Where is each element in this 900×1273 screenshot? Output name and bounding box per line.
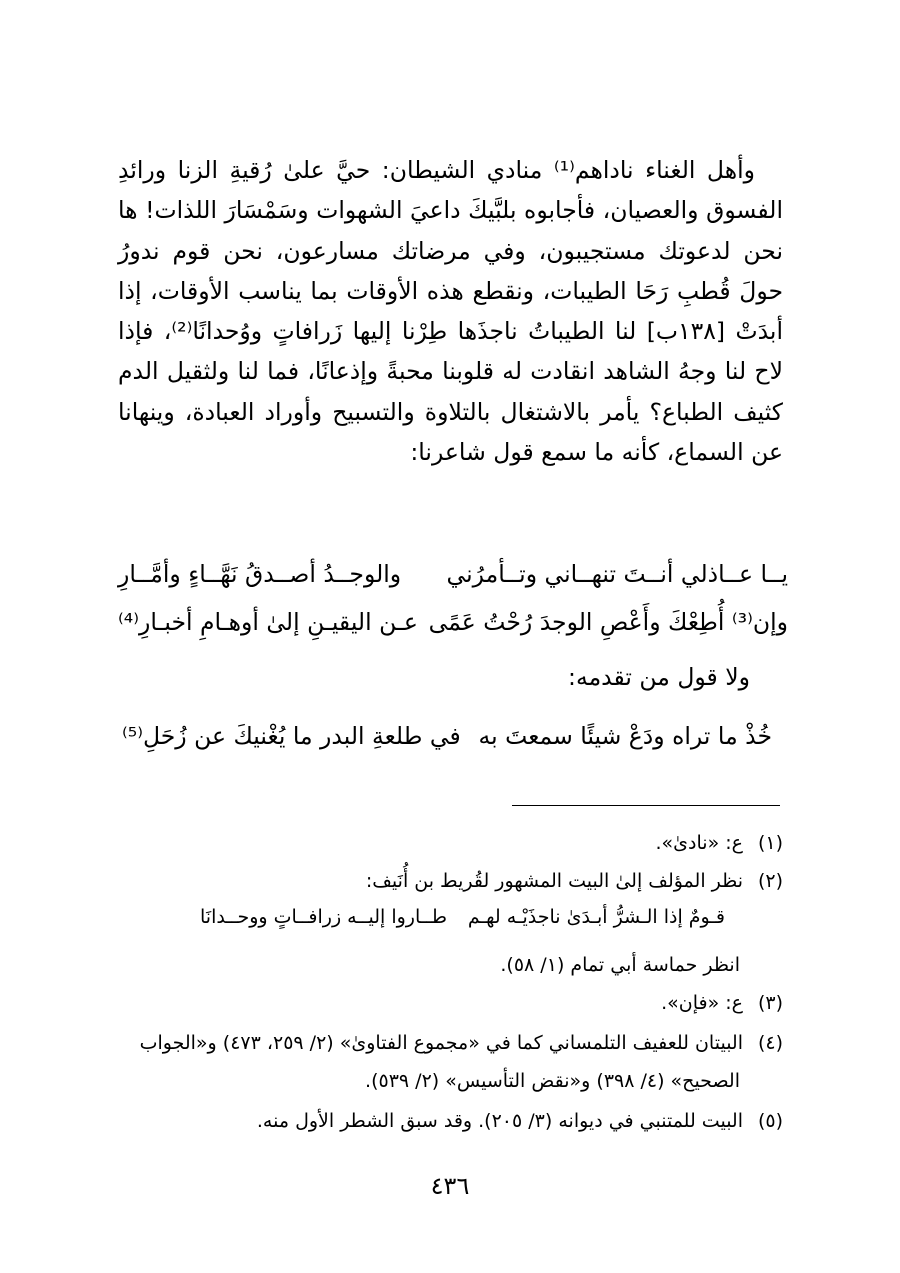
footnote-number: (٢)	[757, 870, 783, 892]
footnote-text: البيتان للعفيف التلمساني كما في «مجموع الفتاوىٰ» (٢/ ٢٥٩، ٤٧٣) و«الجواب	[139, 1032, 743, 1054]
footnote-text: ع: «فإن».	[661, 992, 743, 1014]
footnote-4-continuation: الصحيح» (٤/ ٣٩٨) و«نقض التأسيس» (٢/ ٥٣٩).	[365, 1070, 740, 1092]
footnote-2-reference: انظر حماسة أبي تمام (١/ ٥٨).	[500, 954, 740, 976]
verse-3-first-hemistich: خُذْ ما تراه ودَعْ شيئًا سمعتَ به	[478, 722, 772, 750]
verse-1-second-hemistich: والوجــدُ أصــدقُ نَهَّــاءٍ وأمَّــارِ	[118, 560, 402, 588]
footnote-separator	[512, 805, 780, 806]
verse-2-second-hemistich: عـن اليقيـنِ إلىٰ أوهـامِ أخبـارِ⁽⁴⁾	[118, 608, 418, 636]
verse-3-second-hemistich: في طلعةِ البدر ما يُغْنيكَ عن زُحَلِ⁽⁵⁾	[122, 722, 461, 750]
footnote-number: (٥)	[757, 1110, 783, 1132]
footnote-2	[118, 866, 783, 896]
page-number: ٤٣٦	[430, 1172, 470, 1200]
body-paragraph: وأهل الغناء ناداهم⁽¹⁾ منادي الشيطان: حيَّ علىٰ رُقيةِ الزنا ورائدِ الفسوق والعصيان، فأجابوه بلبَّيكَ داعيَ الشهوات وسَمْسَارَ اللذات! ها نحن لدعوتك مستجيبون، وفي مرضاتك مسارعون، نحن قوم ندورُ حولَ قُطبِ رَحَا الطيبات، ونقطع هذه الأوقات بما يناسب الأوقات، إذا أبدَتْ [١٣٨ب] لنا الطيباتُ ناجذَها طِرْنا إليها زَرافاتٍ ووُحدانًا⁽²⁾، فإذا لاح لنا وجهُ الشاهد انقادت له قلوبنا محبةً وإذعانًا، فما لنا ولثقيل الدم كثيف الطباع؟ يأمر بالاشتغال بالتلاوة والتسبيح وأوراد العبادة، وينهانا عن السماع، كأنه ما سمع قول شاعرنا:	[118, 156, 783, 467]
main-text	[118, 150, 783, 472]
verse-line-1	[118, 560, 788, 588]
footnote-3	[118, 988, 783, 1018]
footnote-5	[118, 1106, 783, 1136]
footnote-verse-first-hemistich: قـومٌ إذا الـشرُّ أبـدَىٰ ناجذَيْـه لهـم	[467, 906, 725, 928]
verse-1-first-hemistich: يــا عــاذلي أنــتَ تنهــاني وتــأمرُني	[446, 560, 788, 588]
footnote-number: (٤)	[757, 1032, 783, 1054]
verse-line-3	[122, 722, 772, 750]
footnote-4	[118, 1028, 783, 1058]
footnote-verse-second-hemistich: طــاروا إليــه زرافــاتٍ ووحــدانَا	[200, 906, 447, 928]
footnote-text: نظر المؤلف إلىٰ البيت المشهور لقُريط بن أُنَيف:	[365, 870, 743, 892]
footnote-2-verse	[200, 906, 725, 928]
footnote-1	[118, 828, 783, 858]
footnote-text: البيت للمتنبي في ديوانه (٣/ ٢٠٥). وقد سبق الشطر الأول منه.	[256, 1110, 743, 1132]
verse-2-first-hemistich: وإن⁽³⁾ أُطِعْكَ وأَعْصِ الوجدَ رُحْتُ عَمًى	[428, 608, 788, 636]
footnote-text: ع: «نادىٰ».	[655, 832, 743, 854]
footnote-number: (٣)	[757, 992, 783, 1014]
footnote-number: (١)	[757, 832, 783, 854]
verse-line-2	[118, 608, 788, 636]
verse-intro: ولا قول من تقدمه:	[568, 663, 750, 691]
